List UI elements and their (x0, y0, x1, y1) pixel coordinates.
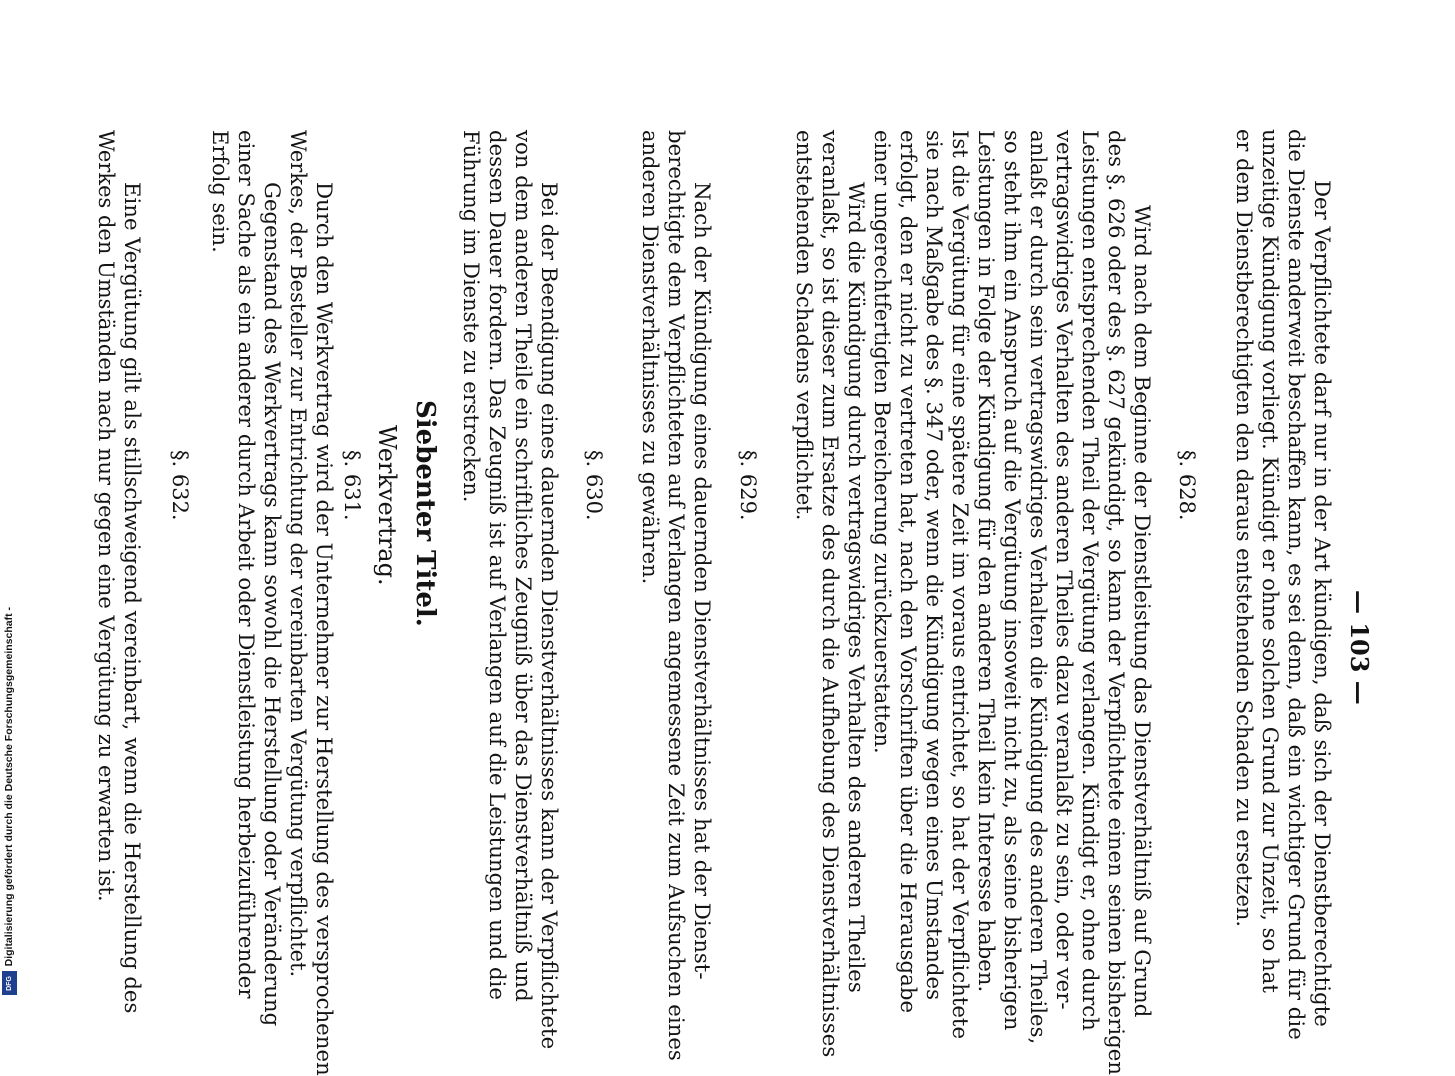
page-number: — 103 — (1345, 590, 1374, 705)
text-line: Führung im Dienste zu erstrecken. (459, 130, 483, 503)
text-line: Bei der Beendigung eines dauernden Dienstverhältnisses kann der Verpflichtete (537, 182, 561, 1050)
dfg-logo (2, 971, 17, 995)
text-line: entstehenden Schadens verpflichtet. (792, 130, 816, 521)
section-heading: §. 628. (1175, 450, 1199, 521)
text-line: Durch den Werkvertrag wird der Unternehmer zur Herstellung des versprochenen (312, 182, 336, 1076)
text-line: Wird die Kündigung durch vertragswidriges Verhalten des anderen Theiles (844, 182, 868, 993)
text-line: von dem anderen Theile ein schriftliches Zeugniß über das Dienstverhältniß und (511, 130, 535, 1002)
text-line: veranlaßt, so ist dieser zum Ersatze des durch die Aufhebung des Dienstverhältnisses (818, 130, 842, 1058)
section-heading: §. 629. (736, 450, 760, 521)
text-line: des §. 626 oder des §. 627 gekündigt, so kann der Verpflichtete einen seinen bisherigen (1104, 130, 1128, 1075)
text-line: Leistungen entsprechenden Theil der Vergütung verlangen. Kündigt er, ohne durch (1078, 130, 1102, 1031)
text-line: dessen Dauer fordern. Das Zeugniß ist auf Verlangen auf die Leistungen und die (485, 130, 509, 1000)
text-line: anderen Dienstverhältnisses zu gewähren. (638, 130, 662, 585)
text-line: berechtigte dem Verpflichteten auf Verlangen angemessene Zeit zum Aufsuchen eines (664, 130, 688, 1061)
text-line: anlaßt er durch sein vertragswidriges Verhalten die Kündigung des anderen Theiles, (1026, 130, 1050, 1045)
text-line: er dem Dienstberechtigten den daraus entstehenden Schaden zu ersetzen. (1232, 129, 1256, 928)
text-line: Ist die Vergütung für eine spätere Zeit im voraus entrichtet, so hat der Verpflichtete (948, 130, 972, 1040)
text-line: vertragswidriges Verhalten des anderen Theiles dazu veranlaßt zu sein, oder ver- (1052, 130, 1076, 1010)
text-line: Der Verpflichtete darf nur in der Art kündigen, daß sich der Dienstberechtigte (1310, 180, 1334, 1027)
dfg-logo-text: DFG (6, 975, 13, 991)
text-line: so steht ihm ein Anspruch auf die Vergütung insoweit nicht zu, als seine bisherigen (1000, 130, 1024, 1031)
text-line: Erfolg sein. (208, 130, 232, 253)
text-line: einer Sache als ein anderer durch Arbeit oder Dienstleistung herbeizuführender (234, 130, 258, 999)
subtitle-heading: Werkvertrag. (373, 425, 401, 586)
title-heading: Siebenter Titel. (410, 400, 440, 627)
text-line: Werkes, der Besteller zur Entrichtung der vereinbarten Vergütung verpflichtet. (286, 130, 310, 978)
text-line: sie nach Maßgabe des §. 347 oder, wenn die Kündigung wegen eines Umstandes (922, 130, 946, 1000)
text-line: Gegenstand des Werkvertrags kann sowohl die Herstellung oder Veränderung (260, 182, 284, 1027)
section-heading: §. 631. (340, 450, 364, 521)
text-line: erfolgt, den er nicht zu vertreten hat, nach den Vorschriften über die Herausgabe (896, 130, 920, 1014)
text-line: Werkes den Umständen nach nur gegen eine Vergütung zu erwarten ist. (94, 130, 118, 902)
text-line: einer ungerechtfertigten Bereicherung zurückzuerstatten. (870, 130, 894, 754)
text-line: Wird nach dem Beginne der Dienstleistung das Dienstverhältniß auf Grund (1130, 205, 1154, 1018)
section-heading: §. 630. (582, 450, 606, 521)
text-line: Leistungen in Folge der Kündigung für den anderen Theil kein Interesse haben. (974, 130, 998, 993)
text-line: Nach der Kündigung eines dauernden Dienstverhältnisses hat der Dienst- (690, 182, 714, 980)
digitization-credit: Digitalisierung gefördert durch die Deutsche Forschungsgemeinschaft - (3, 606, 15, 966)
text-line: Eine Vergütung gilt als stillschweigend vereinbart, wenn die Herstellung des (120, 182, 144, 1014)
section-heading: §. 632. (168, 450, 192, 521)
text-line: unzeitige Kündigung vorliegt. Kündigt er ohne solchen Grund zur Unzeit, so hat (1258, 129, 1282, 993)
text-line: die Dienste anderweit beschaffen kann, es sei denn, daß ein wichtiger Grund für die (1284, 129, 1308, 1040)
digitization-credit-bar (0, 0, 24, 1000)
